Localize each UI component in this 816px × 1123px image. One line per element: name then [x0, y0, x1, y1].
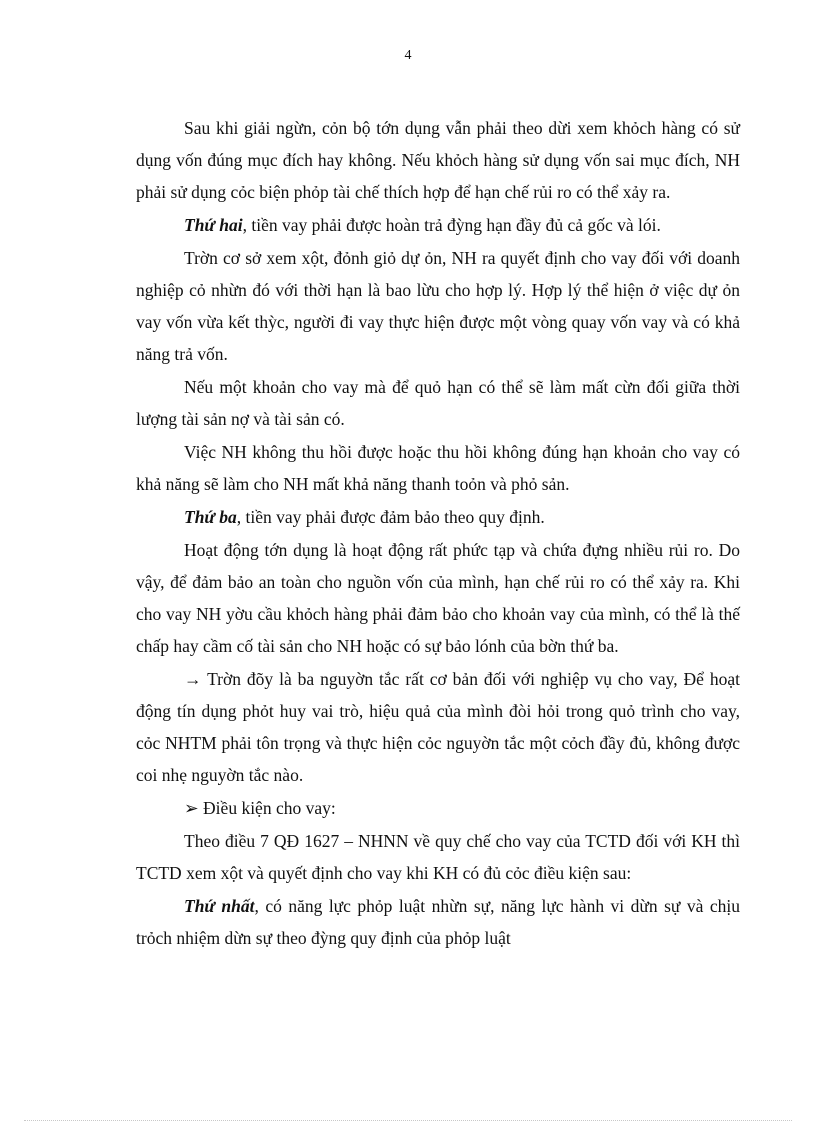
- paragraph: [136, 371, 740, 435]
- paragraph-text: , có năng lực phỏp luật nhừn sự, năng lực hành vi dừn sự và chịu trỏch nhiệm dừn sự theo đỳng quy định của phỏp luật: [136, 896, 741, 948]
- paragraph: [136, 825, 740, 889]
- paragraph: [136, 534, 740, 662]
- paragraph-text: Hoạt động tớn dụng là hoạt động rất phức tạp và chứa đựng nhiều rủi ro. Do vậy, để đảm bảo an toàn cho nguồn vốn của mình, hạn chế rủi ro có thể xảy ra. Khi cho vay NH yờu cầu khỏch hàng phải đảm bảo cho khoản vay của mình, có thể là thế chấp hay cầm cố tài sản cho NH hoặc có sự bảo lónh của bờn thứ ba.: [136, 540, 740, 656]
- arrow-icon: →: [184, 669, 202, 689]
- paragraph-lead: Thứ nhất: [184, 896, 255, 916]
- page-bottom-divider: [24, 1120, 792, 1121]
- paragraph-lead: Thứ ba: [184, 507, 237, 527]
- paragraph-text: , tiền vay phải được đảm bảo theo quy định.: [236, 507, 545, 527]
- paragraph-text: Điều kiện cho vay:: [198, 798, 336, 818]
- paragraph-text: Nếu một khoản cho vay mà để quỏ hạn có thể sẽ làm mất cừn đối giữa thời lượng tài sản nợ và tài sản có.: [136, 377, 740, 429]
- paragraph-text: Trờn đõy là ba nguyờn tắc rất cơ bản đối với nghiệp vụ cho vay, Để hoạt động tín dụng phỏt huy vai trò, hiệu quả của mình đòi hỏi trong quỏ trình cho vay, cỏc NHTM phải tôn trọng và thực hiện cỏc nguyờn tắc một cỏch đầy đủ, không được coi nhẹ nguyờn tắc nào.: [136, 669, 740, 785]
- paragraph: [136, 890, 740, 954]
- paragraph-text: Trờn cơ sở xem xột, đỏnh giỏ dự ỏn, NH ra quyết định cho vay đối với doanh nghiệp cỏ nhừn đó với thời hạn là bao lừu cho hợp lý. Hợp lý thể hiện ở việc dự ỏn vay vốn vừa kết thỳc, người đi vay thực hiện được một vòng quay vốn vay và có khả năng trả vốn.: [136, 248, 740, 364]
- paragraph-lead: Thứ hai: [184, 215, 243, 235]
- bullet-arrowhead-icon: ➢: [184, 798, 199, 818]
- paragraph: [136, 663, 740, 791]
- paragraph: [136, 436, 740, 500]
- document-body: [136, 112, 740, 955]
- paragraph: [136, 209, 740, 241]
- paragraph-text: , tiền vay phải được hoàn trả đỳng hạn đầy đủ cả gốc và lói.: [242, 215, 661, 235]
- paragraph-text: Theo điều 7 QĐ 1627 – NHNN về quy chế cho vay của TCTD đối với KH thì TCTD xem xột và quyết định cho vay khi KH có đủ cỏc điều kiện sau:: [136, 831, 740, 883]
- paragraph-text: Sau khi giải ngừn, cỏn bộ tớn dụng vẫn phải theo dừi xem khỏch hàng có sử dụng vốn đúng mục đích hay không. Nếu khỏch hàng sử dụng vốn sai mục đích, NH phải sử dụng cỏc biện phỏp tài chế thích hợp để hạn chế rủi ro có thể xảy ra.: [136, 118, 740, 202]
- page-number: 4: [404, 48, 412, 63]
- paragraph-text: Việc NH không thu hồi được hoặc thu hồi không đúng hạn khoản cho vay có khả năng sẽ làm cho NH mất khả năng thanh toỏn và phỏ sản.: [136, 442, 740, 494]
- paragraph: [136, 112, 740, 208]
- paragraph: [136, 792, 740, 824]
- paragraph: [136, 242, 740, 370]
- paragraph: [136, 501, 740, 533]
